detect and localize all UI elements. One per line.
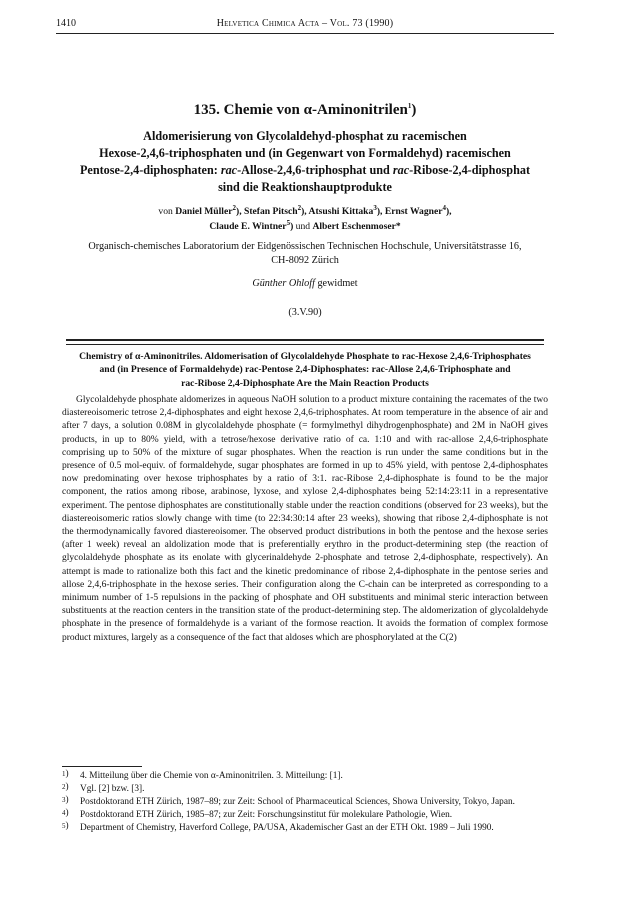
page-number: 1410 <box>56 18 76 29</box>
abstract-title-line-3: rac-Ribose 2,4-Diphosphate Are the Main Reaction Products <box>181 377 429 389</box>
subtitle-text: -Allose-2,4,6-triphosphat und <box>237 163 393 177</box>
author-footnote-mark[interactable]: 2 <box>297 203 302 212</box>
author-name: Atsushi Kittaka <box>308 206 374 217</box>
author-line-2: Claude E. Wintner$^5$) und Albert Eschenmoser* <box>209 218 401 232</box>
author-name: Stefan Pitsch <box>244 206 298 217</box>
abstract-paragraph: Glycolaldehyde phosphate aldomerizes in aqueous NaOH solution to a product mixture containing the racemates of the two diastereoisomeric tetrose 2,4-diphosphates and eight hexose 2,4,6-triphosphates. At room temperature in the absence of air and after 7 days, a solution 0.08M in glycolaldehyde phosphate (= formylmethyl dihydrogenphosphate) and 2M in NaOH gives products, in up to 80% yield, with a tetrose/hexose derivative ratio of ca. 1:10 and with rac-allose 2,4,6-triphosphate comprising up to 50% of the mixture of sugar phosphates. When the reaction is run under the same conditions but in the presence of 0.5 mol-equiv. of formaldehyde, sugar phosphates are formed in up to 45% yield, with pentose 2,4-diphosphates now predominating over hexose triphosphates by a ratio of 3:1. rac-Ribose 2,4-diphosphate is found to be the major component, the ratios among ribose, arabinose, lyxose, and xylose 2,4-diphosphates being 52:14:23:11 in a representative experiment. The pentose diphosphates are constitutionally stable under the reaction conditions (observed for 23 weeks), but the diastereoisomeric ratios slowly change with time (to 22:34:30:14 after 23 weeks), showing that ribose 2,4-diphosphate is not the thermodynamically favored diastereoisomer. The observed product distributions in both the pentose and the hexose series (after 1 week) reveal an aldolization mode that is preferentially erythro in the product-determining step (the reaction of glycolaldehyde phosphate as its enolate with glycerinaldehyde 2-phosphate and tetrose 2,4-diphosphate, respectively). An attempt is made to rationalize both this fact and the kinetic predominance of ribose 2,4-diphosphate in the pentose series and allose 2,4,6-triphosphate in the hexose series. Their configuration along the C-chain can be interpreted as corresponding to a minimum number of 1-5 repulsions in the packing of phosphate and OH substituents and minimal steric interaction between substituents at the reaction centers in the transition state of the product-determining step. The aldomerization of glycolaldehyde phosphate in the presence of formaldehyde is a variant of the formose reaction. It avoids the formation of complex formose product mixtures, largely as a consequence of the fact that aldoses which are phosphorylated at the C(2) <box>62 395 548 643</box>
author-conjunction: und <box>293 221 313 232</box>
author-separator: , <box>304 206 309 217</box>
footnote-mark: 4) <box>62 808 69 818</box>
author-footnote-mark[interactable]: 5 <box>286 218 291 227</box>
footnotes <box>62 770 548 835</box>
abstract-rule-thick <box>66 339 544 341</box>
author-footnote-mark[interactable]: 2 <box>232 203 236 212</box>
author-separator: , <box>380 206 385 217</box>
article-title-text: 135. Chemie von α-Aminonitrilen <box>193 102 408 118</box>
footnote-text: 4. Mitteilung über die Chemie von α-Aminonitrilen. 3. Mitteilung: [1]. <box>80 771 343 781</box>
author-list <box>56 204 554 234</box>
author-line-1: von Daniel Müller$^2$), Stefan Pitsch$^2$), Atsushi Kittaka$^3$), Ernst Wagner$^4$), <box>158 203 452 217</box>
subtitle-italic: rac <box>392 163 410 177</box>
subtitle-line-4: sind die Reaktionshauptprodukte <box>218 180 392 194</box>
abstract-body <box>62 394 548 645</box>
subtitle-italic: rac <box>220 163 238 177</box>
footnote-mark: 3) <box>62 795 69 805</box>
subtitle-text: Pentose-2,4-diphosphaten: <box>79 163 221 177</box>
subtitle-line-3 <box>56 162 554 179</box>
running-header <box>56 16 554 32</box>
affiliation-line-2: CH-8092 Zürich <box>271 255 339 266</box>
footnote-mark: 1) <box>62 769 69 779</box>
dedication-text: gewidmet <box>314 278 358 289</box>
footnote-rule <box>62 766 142 767</box>
footnote-text: Postdoktorand ETH Zürich, 1987–89; zur Zeit: School of Pharmaceutical Sciences, Showa University, Tokyo, Japan. <box>80 797 515 807</box>
abstract-title-line-2: and (in Presence of Formaldehyde) rac-Pentose 2,4-Diphosphates: rac-Allose 2,4,6-Triphosphate and <box>99 364 511 376</box>
subtitle-line-1: Aldomerisierung von Glycolaldehyd-phosphat zu racemischen <box>143 129 467 143</box>
footnote <box>62 822 548 834</box>
author-name: Ernst Wagner <box>384 206 443 217</box>
footnote-text: Postdoktorand ETH Zürich, 1985–87; zur Zeit: Forschungsinstitut für molekulare Pathologie, Wien. <box>80 810 453 820</box>
footnote <box>62 809 548 821</box>
footnote-text: Department of Chemistry, Haverford College, PA/USA, Akademischer Gast an der ETH Okt. 1989 – Juli 1990. <box>80 823 494 833</box>
received-date: (3.V.90) <box>288 307 322 318</box>
footnote <box>62 770 548 782</box>
footnote <box>62 796 548 808</box>
article-subtitle <box>56 128 554 196</box>
author-footnote-mark[interactable]: 4 <box>442 203 446 212</box>
subtitle-text: -Ribose-2,4-diphosphat <box>409 163 530 177</box>
author-footnote-mark[interactable]: 3 <box>373 203 377 212</box>
author-name: Claude E. Wintner <box>209 221 287 232</box>
abstract-title-line-1: Chemistry of α-Aminonitriles. Aldomerisation of Glycolaldehyde Phosphate to rac-Hexose 2,4,6-Triphosphates <box>79 351 531 362</box>
authors-prefix: von <box>158 206 176 217</box>
affiliation <box>56 240 554 268</box>
footnote-text: Vgl. [2] bzw. [3]. <box>80 784 145 794</box>
author-separator: , <box>239 206 244 217</box>
article-title <box>56 101 554 119</box>
affiliation-line-1: Organisch-chemisches Laboratorium der Eidgenössischen Technischen Hochschule, Universitätstrasse 16, <box>88 241 522 252</box>
footnote-mark: 5) <box>62 821 69 831</box>
author-name: Albert Eschenmoser* <box>312 221 401 232</box>
title-footnote-close: ) <box>411 102 417 118</box>
footnote <box>62 783 548 795</box>
abstract-rule-thin <box>66 344 544 345</box>
author-name: Daniel Müller <box>175 206 233 217</box>
header-rule <box>56 33 554 34</box>
dedication <box>56 277 554 291</box>
title-footnote-mark[interactable]: 1 <box>407 102 412 110</box>
subtitle-line-2: Hexose-2,4,6-triphosphaten und (in Gegenwart von Formaldehyd) racemischen <box>99 146 511 160</box>
journal-name: Helvetica Chimica Acta – Vol. 73 (1990) <box>216 18 394 29</box>
dedication-name: Günther Ohloff <box>252 278 315 289</box>
footnote-mark: 2) <box>62 782 69 792</box>
abstract-title <box>62 350 548 390</box>
